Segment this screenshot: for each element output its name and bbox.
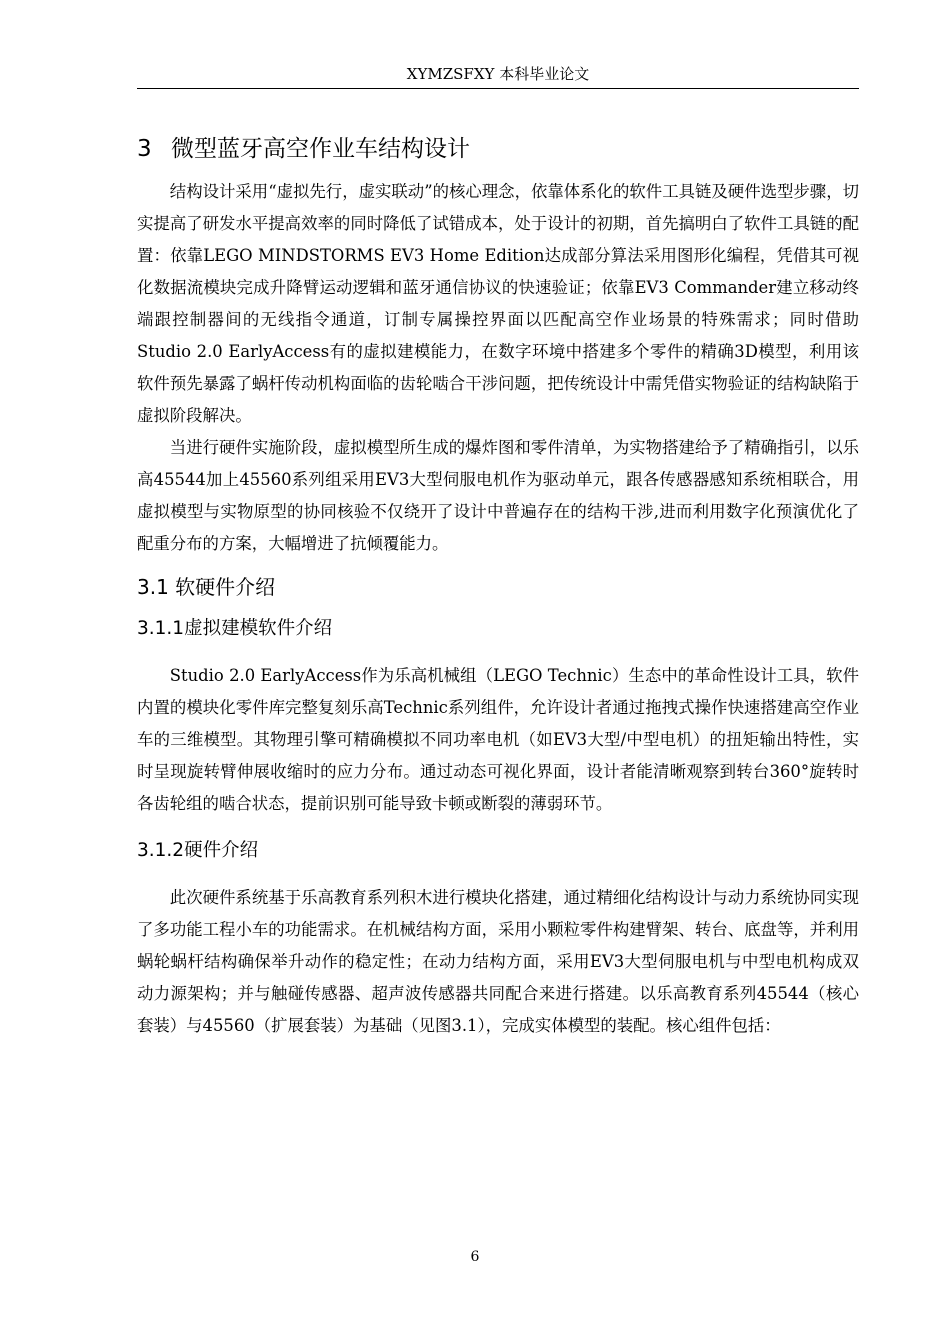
running-header: XYMZSFXY 本科毕业论文 — [406, 65, 590, 83]
section-3-1-2-paragraph: 此次硬件系统基于乐高教育系列积木进行模块化搭建，通过精细化结构设计与动力系统协同实现了多功能工程小车的功能需求。在机械结构方面，采用小颗粒零件构建臂架、转台、底盘等，并利用蜗轮蜗杆结构确保举升动作的稳定性；在动力结构方面，采用EV3大型伺服电机与中型电机构成双动力源架构；并与触碰传感器、超声波传感器共同配合来进行搭建。以乐高教育系列45544（核心套装）与45560（扩展套装）为基础（见图3.1），完成实体模型的装配。核心组件包括： — [137, 888, 859, 1035]
page-number: 6 — [470, 1249, 480, 1265]
chapter-paragraph-2: 当进行硬件实施阶段，虚拟模型所生成的爆炸图和零件清单，为实物搭建给予了精确指引，以乐高45544加上45560系列组采用EV3大型伺服电机作为驱动单元，跟各传感器感知系统相联合，用虚拟模型与实物原型的协同核验不仅绕开了设计中普遍存在的结构干涉,进而利用数字化预演优化了配重分布的方案，大幅增进了抗倾覆能力。 — [137, 438, 859, 553]
section-heading-3-1: 3.1 软硬件介绍 — [137, 575, 276, 599]
section-heading-3-1-1: 3.1.1虚拟建模软件介绍 — [137, 618, 333, 639]
chapter-number: 3 — [137, 136, 152, 162]
page-body — [137, 132, 859, 1056]
section-3-1-1-paragraph: Studio 2.0 EarlyAccess作为乐高机械组（LEGO Technic）生态中的革命性设计工具，软件内置的模块化零件库完整复刻乐高Technic系列组件，允许设计者通过拖拽式操作快速搭建高空作业车的三维模型。其物理引擎可精确模拟不同功率电机（如EV3大型/中型电机）的扭矩输出特性，实时呈现旋转臂伸展收缩时的应力分布。通过动态可视化界面，设计者能清晰观察到转台360°旋转时各齿轮组的啮合状态，提前识别可能导致卡顿或断裂的薄弱环节。 — [137, 666, 859, 813]
chapter-title: 微型蓝牙高空作业车结构设计 — [171, 136, 470, 162]
chapter-paragraph-1: 结构设计采用“虚拟先行，虚实联动”的核心理念，依靠体系化的软件工具链及硬件选型步骤，切实提高了研发水平提高效率的同时降低了试错成本，处于设计的初期，首先搞明白了软件工具链的配置：依靠LEGO MINDSTORMS EV3 Home Edition达成部分算法采用图形化编程，凭借其可视化数据流模块完成升降臂运动逻辑和蓝牙通信协议的快速验证；依靠EV3 Commander建立移动终端跟控制器间的无线指令通道，订制专属操控界面以匹配高空作业场景的特殊需求；同时借助Studio 2.0 EarlyAccess有的虚拟建模能力，在数字环境中搭建多个零件的精确3D模型，利用该软件预先暴露了蜗杆传动机构面临的齿轮啮合干涉问题，把传统设计中需凭借实物验证的结构缺陷于虚拟阶段解决。 — [137, 182, 859, 425]
section-heading-3-1-2: 3.1.2硬件介绍 — [137, 840, 259, 861]
header-rule — [137, 88, 859, 89]
chapter-heading — [137, 132, 859, 166]
